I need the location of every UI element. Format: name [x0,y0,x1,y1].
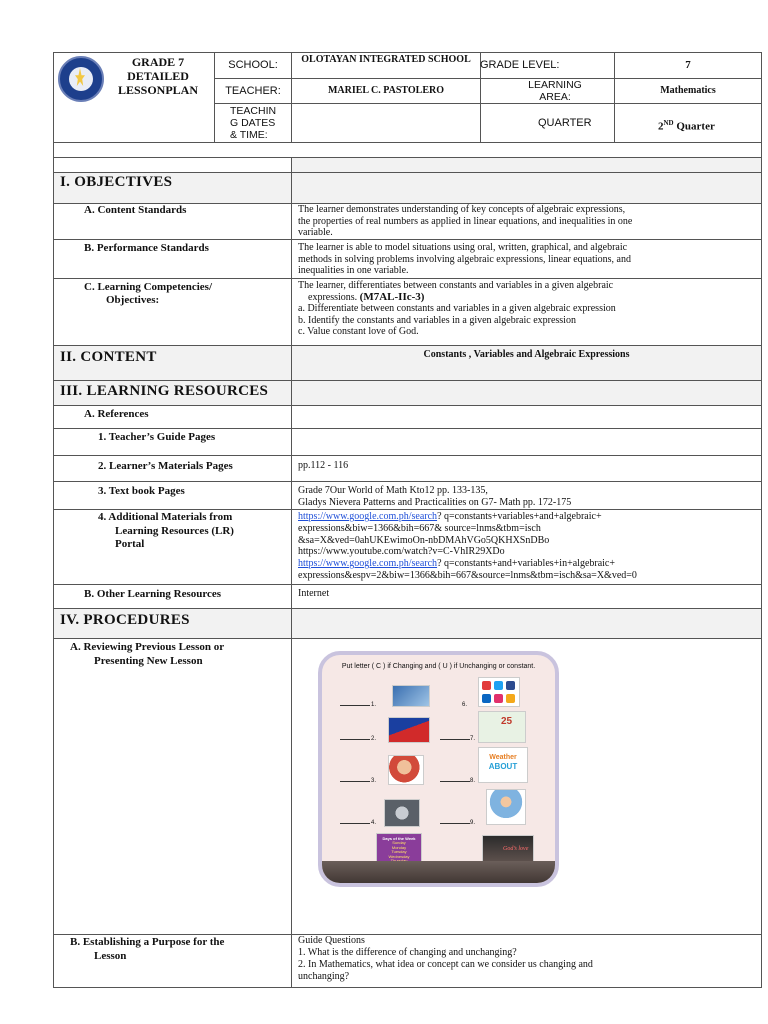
competencies-label [84,281,212,307]
link-text: &sa=X&ved=0ahUKEwimoOn-nbDMAhVGo5QKHXSnDBo [298,534,550,546]
learners-materials-value: pp.112 - 116 [298,460,349,471]
answer-blank [440,739,470,740]
weather-word: Weather [489,754,517,761]
item-number: 8. [470,778,476,784]
objectives-heading: I. OBJECTIVES [60,174,173,190]
grade-label: GRADE LEVEL: [480,59,560,71]
day-name: Monday [391,844,407,850]
text-line: The learner, differentiates between constants and variables in a given algebraic [298,280,614,291]
day-name: Sunday [392,840,406,845]
content-heading: II. CONTENT [60,349,157,365]
title-line: GRADE 7 [131,55,185,69]
references-value-cell [291,405,762,429]
answer-blank [340,823,370,824]
spacer-row [53,142,762,158]
social-media-icons-picture [478,677,520,707]
label-line: B. Establishing a Purpose for the [70,936,225,948]
learners-materials-value-cell [291,455,762,482]
philippine-flag-picture [388,717,430,743]
item-number: 4. [371,820,377,826]
teachers-guide-label: 1. Teacher’s Guide Pages [98,431,216,443]
objective-item: c. Value constant love of God. [298,326,419,337]
references-label: A. References [84,408,149,420]
textbook-line: Grade 7Our World of Math Kto12 pp. 133-135, [298,485,488,496]
content-standards-label: A. Content Standards [84,204,187,216]
learners-materials-label: 2. Learner’s Materials Pages [98,460,233,472]
link-text: ? q=constants+variables+and+algebraic+ [437,511,602,522]
answer-blank [340,705,370,706]
area-label-line: AREA: [539,91,571,103]
item-number: 1. [371,702,377,708]
other-resources-value-cell [291,584,762,609]
item-number: 7. [470,736,476,742]
day-name: Tuesday [391,849,407,855]
google-search-link[interactable]: https://www.google.com.ph/search [298,558,438,570]
content-standards-text [298,204,758,239]
link-text: expressions&biw=1366&bih=667& source=lnms&tbm=isch [298,522,541,534]
text-line: The learner is able to model situations using oral, written, graphical, and algebraic [298,242,628,253]
christmas-calendar-picture [478,711,526,743]
clock-picture [384,799,420,827]
label-line: Portal [115,538,145,550]
dates-label [230,105,290,141]
title-line: LESSONPLAN [117,83,199,97]
day-name: Wednesday [388,853,410,859]
textbook-label: 3. Text book Pages [98,485,185,497]
answer-blank [440,823,470,824]
weather-about-picture [478,747,528,783]
quarter-suffix: ND [663,119,674,127]
area-label-line: LEARNING [528,79,582,91]
resources-heading: III. LEARNING RESOURCES [60,383,269,399]
child-growing-picture [388,755,424,785]
google-search-link[interactable]: https://www.google.com.ph/search [298,511,438,522]
rss-icon [506,694,515,703]
lesson-plan-title [108,55,208,97]
school-value: OLOTAYAN INTEGRATED SCHOOL [301,54,471,65]
link-text: expressions&espv=2&biw=1366&bih=667&source=lnms&tbm=isch&sa=X&ved=0 [298,569,637,581]
dates-label-line: TEACHIN [230,105,277,117]
content-value: Constants , Variables and Algebraic Expressions [423,349,630,360]
dates-label-line: G DATES [230,117,276,129]
procedures-heading-right [291,608,762,639]
about-word: ABOUT [488,762,518,771]
textbook-line: Gladys Nievera Patterns and Practicalities on G7- Math pp. 172-175 [298,496,572,508]
item-number: 3. [371,778,377,784]
label-line: 4. Additional Materials from [98,511,233,523]
worksheet-instruction: Put letter ( C ) if Changing and ( U ) if Unchanging or constant. [341,663,536,670]
facebook-icon [506,681,515,690]
calendar-number: 25 [501,716,513,727]
competency-code: (M7AL-IIc-3) [359,290,425,303]
answer-blank [440,781,470,782]
area-label [505,79,605,103]
objectives-heading-right [291,172,762,204]
performance-standards-text [298,242,758,277]
reviewing-label [70,641,224,668]
instagram-icon [494,694,503,703]
item-number: 2. [371,736,377,742]
performance-standards-label: B. Performance Standards [84,242,209,254]
text-line: The learner demonstrates understanding of key concepts of algebraic expressions, [298,204,626,215]
quarter-value [658,117,715,133]
label-line: C. Learning Competencies/ [84,281,213,293]
worksheet-bottom-strip [322,861,556,887]
teacher-value: MARIEL C. PASTOLERO [327,85,445,96]
teachers-guide-value-cell [291,428,762,456]
guide-question: unchanging? [298,971,350,982]
objective-item: a. Differentiate between constants and variables in a given algebraic expression [298,303,616,314]
dates-value-cell [291,103,481,143]
answer-blank [340,781,370,782]
quarter-label: QUARTER [538,117,592,129]
label-line: Learning Resources (LR) [115,524,234,537]
label-line: Presenting New Lesson [94,654,203,667]
guide-question: 1. What is the difference of changing and unchanging? [298,947,517,958]
item-number: 6. [462,702,468,708]
dates-label-line: & TIME: [230,129,268,141]
area-value: Mathematics [660,85,716,96]
objective-item: b. Identify the constants and variables in a given algebraic expression [298,314,576,326]
teacher-label: TEACHER: [225,85,281,97]
spacer-row-left [53,157,292,173]
additional-materials-label [98,511,234,552]
text-line: the properties of real numbers as applied in linear equations, and inequalities in one [298,215,633,227]
item-number: 9. [470,820,476,826]
reviewing-label-cell [53,638,292,935]
link-text: ? q=constants+and+variables+in+algebraic+ [437,558,616,570]
twitter-icon [494,681,503,690]
label-line: A. Reviewing Previous Lesson or [70,641,225,653]
linkedin-icon [482,694,491,703]
other-resources-value: Internet [298,588,330,599]
school-label: SCHOOL: [228,59,278,71]
answer-blank [340,739,370,740]
deped-seal-logo [58,56,104,102]
changing-unchanging-worksheet [318,651,559,887]
text-line: methods in solving problems involving algebraic expressions, linear equations, and [298,253,631,265]
text-line: expressions. [308,291,358,303]
purpose-label [70,936,224,963]
additional-materials-links [298,511,758,582]
child-seasons-picture [486,789,526,825]
laptop-picture [392,685,430,707]
quarter-number: 2 [658,120,664,133]
gods-love-text: God’s love [503,846,529,852]
quarter-word: Quarter [673,120,715,133]
procedures-heading: IV. PROCEDURES [60,612,190,628]
other-resources-label: B. Other Learning Resources [84,588,222,600]
textbook-value [298,485,758,508]
spacer-row-right [291,157,762,173]
label-line: Objectives: [106,294,160,306]
label-line: Lesson [94,949,127,962]
guide-questions-title: Guide Questions [298,935,365,946]
text-line: inequalities in one variable. [298,265,409,276]
grade-value: 7 [685,59,691,71]
youtube-link[interactable]: https://www.youtube.com/watch?v=C-VhIR29XDo [298,546,505,558]
title-line: DETAILED [127,69,189,83]
guide-question: 2. In Mathematics, what idea or concept can we consider us changing and [298,959,593,970]
days-title: Days of the Week [382,836,416,841]
text-line: variable. [298,227,333,238]
youtube-icon [482,681,491,690]
resources-heading-right [291,380,762,406]
competencies-text [298,280,758,338]
guide-questions [298,935,758,983]
